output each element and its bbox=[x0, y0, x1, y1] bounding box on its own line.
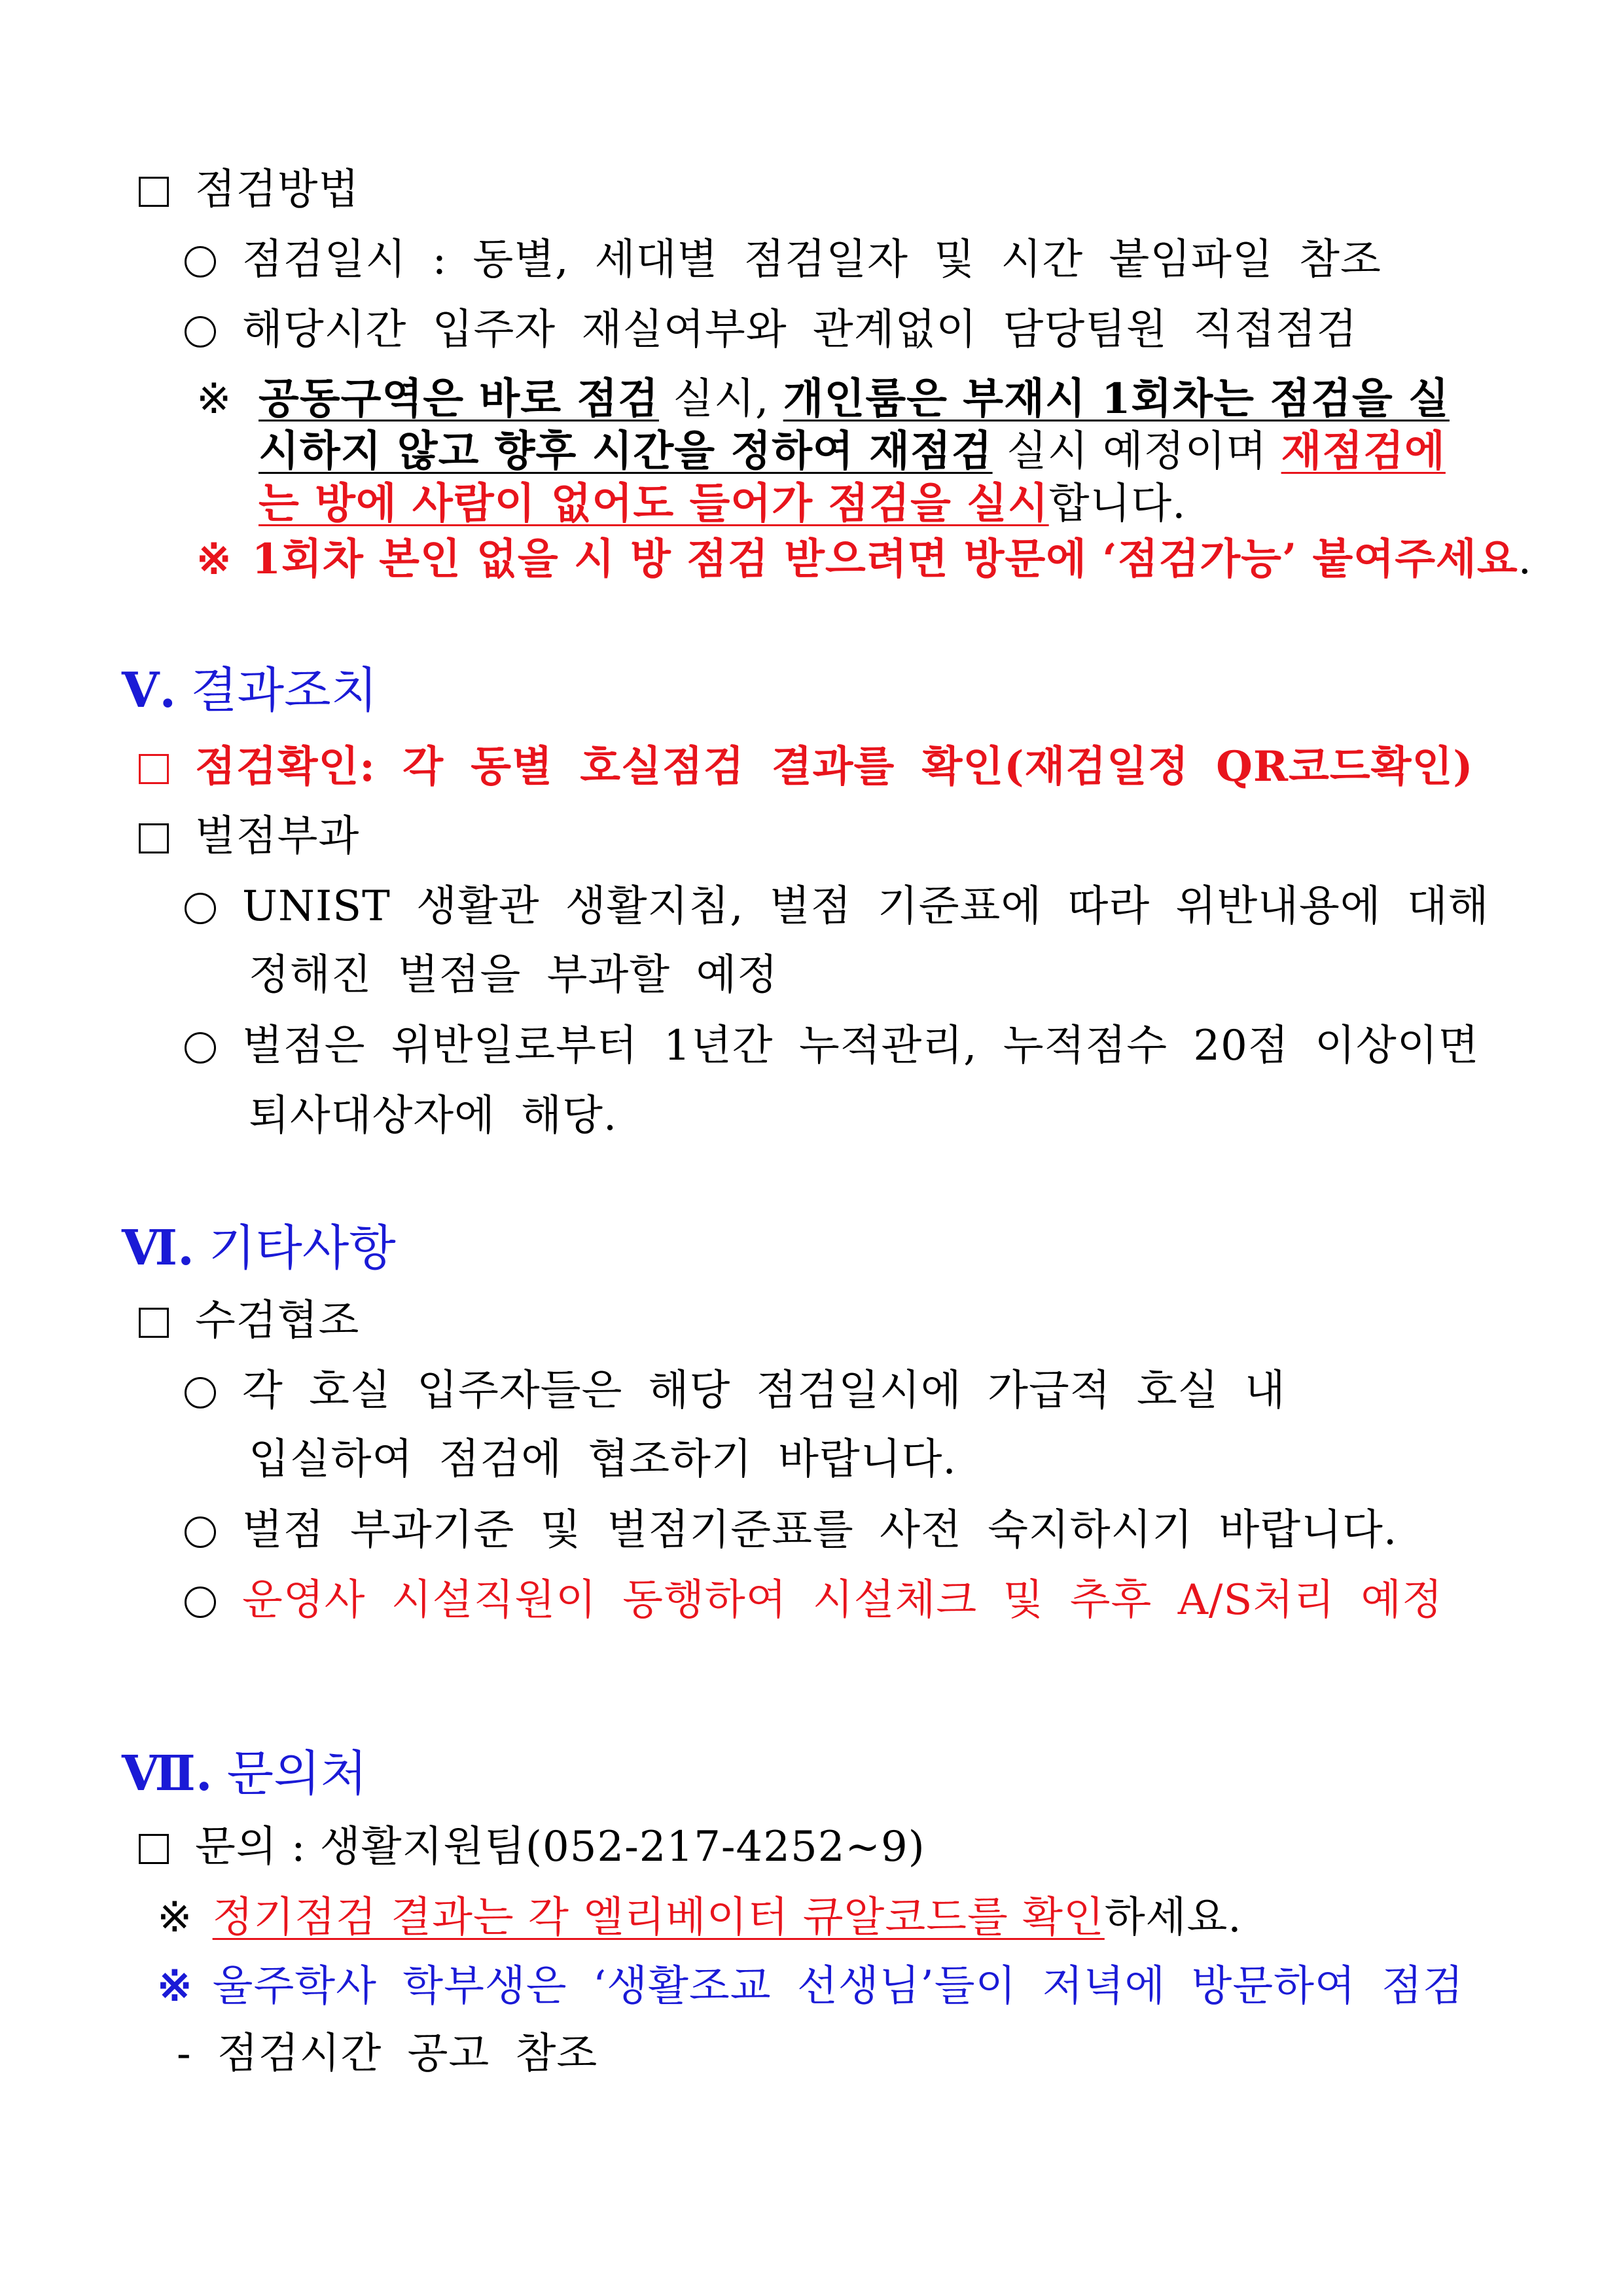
method-heading: 점검방법 bbox=[139, 164, 359, 216]
cooperation-item-1: 각 호실 입주자들은 해당 점검일시에 가급적 호실 내 bbox=[185, 1365, 1286, 1417]
cooperation-item-1-cont: 입실하여 점검에 협조하기 바랍니다. bbox=[249, 1435, 957, 1484]
checkbox-square-icon bbox=[139, 177, 169, 207]
circle-bullet-icon bbox=[185, 1587, 216, 1618]
contact-note-1: ※ 정기점검 결과는 각 엘리베이터 큐알코드를 확인하세요. bbox=[157, 1893, 1242, 1942]
penalty-heading: 벌점부과 bbox=[139, 810, 359, 863]
penalty-item-2: 벌점은 위반일로부터 1년간 누적관리, 누적점수 20점 이상이면 bbox=[185, 1020, 1479, 1072]
warning-line: ※ 1회차 본인 없을 시 방 점검 받으려면 방문에 ‘점검가능’ 붙여주세요. bbox=[196, 535, 1533, 584]
checkbox-square-icon bbox=[139, 1834, 169, 1864]
note-line-3: 는 방에 사람이 없어도 들어가 점검을 실시합니다. bbox=[259, 479, 1186, 528]
checkbox-square-icon bbox=[139, 823, 169, 853]
note-line-2: 시하지 않고 향후 시간을 정하여 재점검 실시 예정이며 재점검에 bbox=[259, 427, 1446, 476]
checkbox-square-icon bbox=[139, 754, 169, 784]
note-mark: ※ bbox=[196, 375, 232, 423]
section-7-heading: Ⅶ. 문의처 bbox=[122, 1746, 368, 1802]
contact-note-3: - 점검시간 공고 참조 bbox=[177, 2030, 598, 2078]
circle-bullet-icon bbox=[185, 246, 216, 278]
penalty-item-1-cont: 정해진 벌점을 부과할 예정 bbox=[249, 951, 779, 999]
section-5-heading: Ⅴ. 결과조치 bbox=[122, 662, 378, 719]
method-item-2: 해당시간 입주자 재실여부와 관계없이 담당팀원 직접점검 bbox=[185, 304, 1358, 356]
circle-bullet-icon bbox=[185, 1032, 216, 1064]
cooperation-item-2: 벌점 부과기준 및 벌점기준표를 사전 숙지하시기 바랍니다. bbox=[185, 1504, 1397, 1556]
cooperation-item-3: 운영사 시설직원이 동행하여 시설체크 및 추후 A/S처리 예정 bbox=[185, 1574, 1443, 1626]
circle-bullet-icon bbox=[185, 1516, 216, 1548]
method-item-1: 점검일시 : 동별, 세대별 점검일자 및 시간 붙임파일 참조 bbox=[185, 234, 1382, 286]
circle-bullet-icon bbox=[185, 893, 216, 924]
note-line-1: 공동구역은 바로 점검 실시, 개인룸은 부재시 1회차는 점검을 실 bbox=[259, 374, 1450, 423]
result-check-line: 점검확인: 각 동별 호실점검 결과를 확인(재검일정 QR코드확인) bbox=[139, 741, 1474, 793]
cooperation-heading: 수검협조 bbox=[139, 1295, 359, 1347]
penalty-item-2-cont: 퇴사대상자에 해당. bbox=[249, 1092, 618, 1140]
contact-line: 문의 : 생활지원팀(052-217-4252~9) bbox=[139, 1821, 925, 1873]
circle-bullet-icon bbox=[185, 1377, 216, 1408]
contact-note-2: ※ 울주학사 학부생은 ‘생활조교 선생님’들이 저녁에 방문하여 점검 bbox=[157, 1962, 1464, 2011]
circle-bullet-icon bbox=[185, 316, 216, 348]
penalty-item-1: UNIST 생활관 생활지침, 벌점 기준표에 따라 위반내용에 대해 bbox=[185, 880, 1489, 933]
checkbox-square-icon bbox=[139, 1308, 169, 1338]
section-6-heading: Ⅵ. 기타사항 bbox=[122, 1220, 396, 1276]
